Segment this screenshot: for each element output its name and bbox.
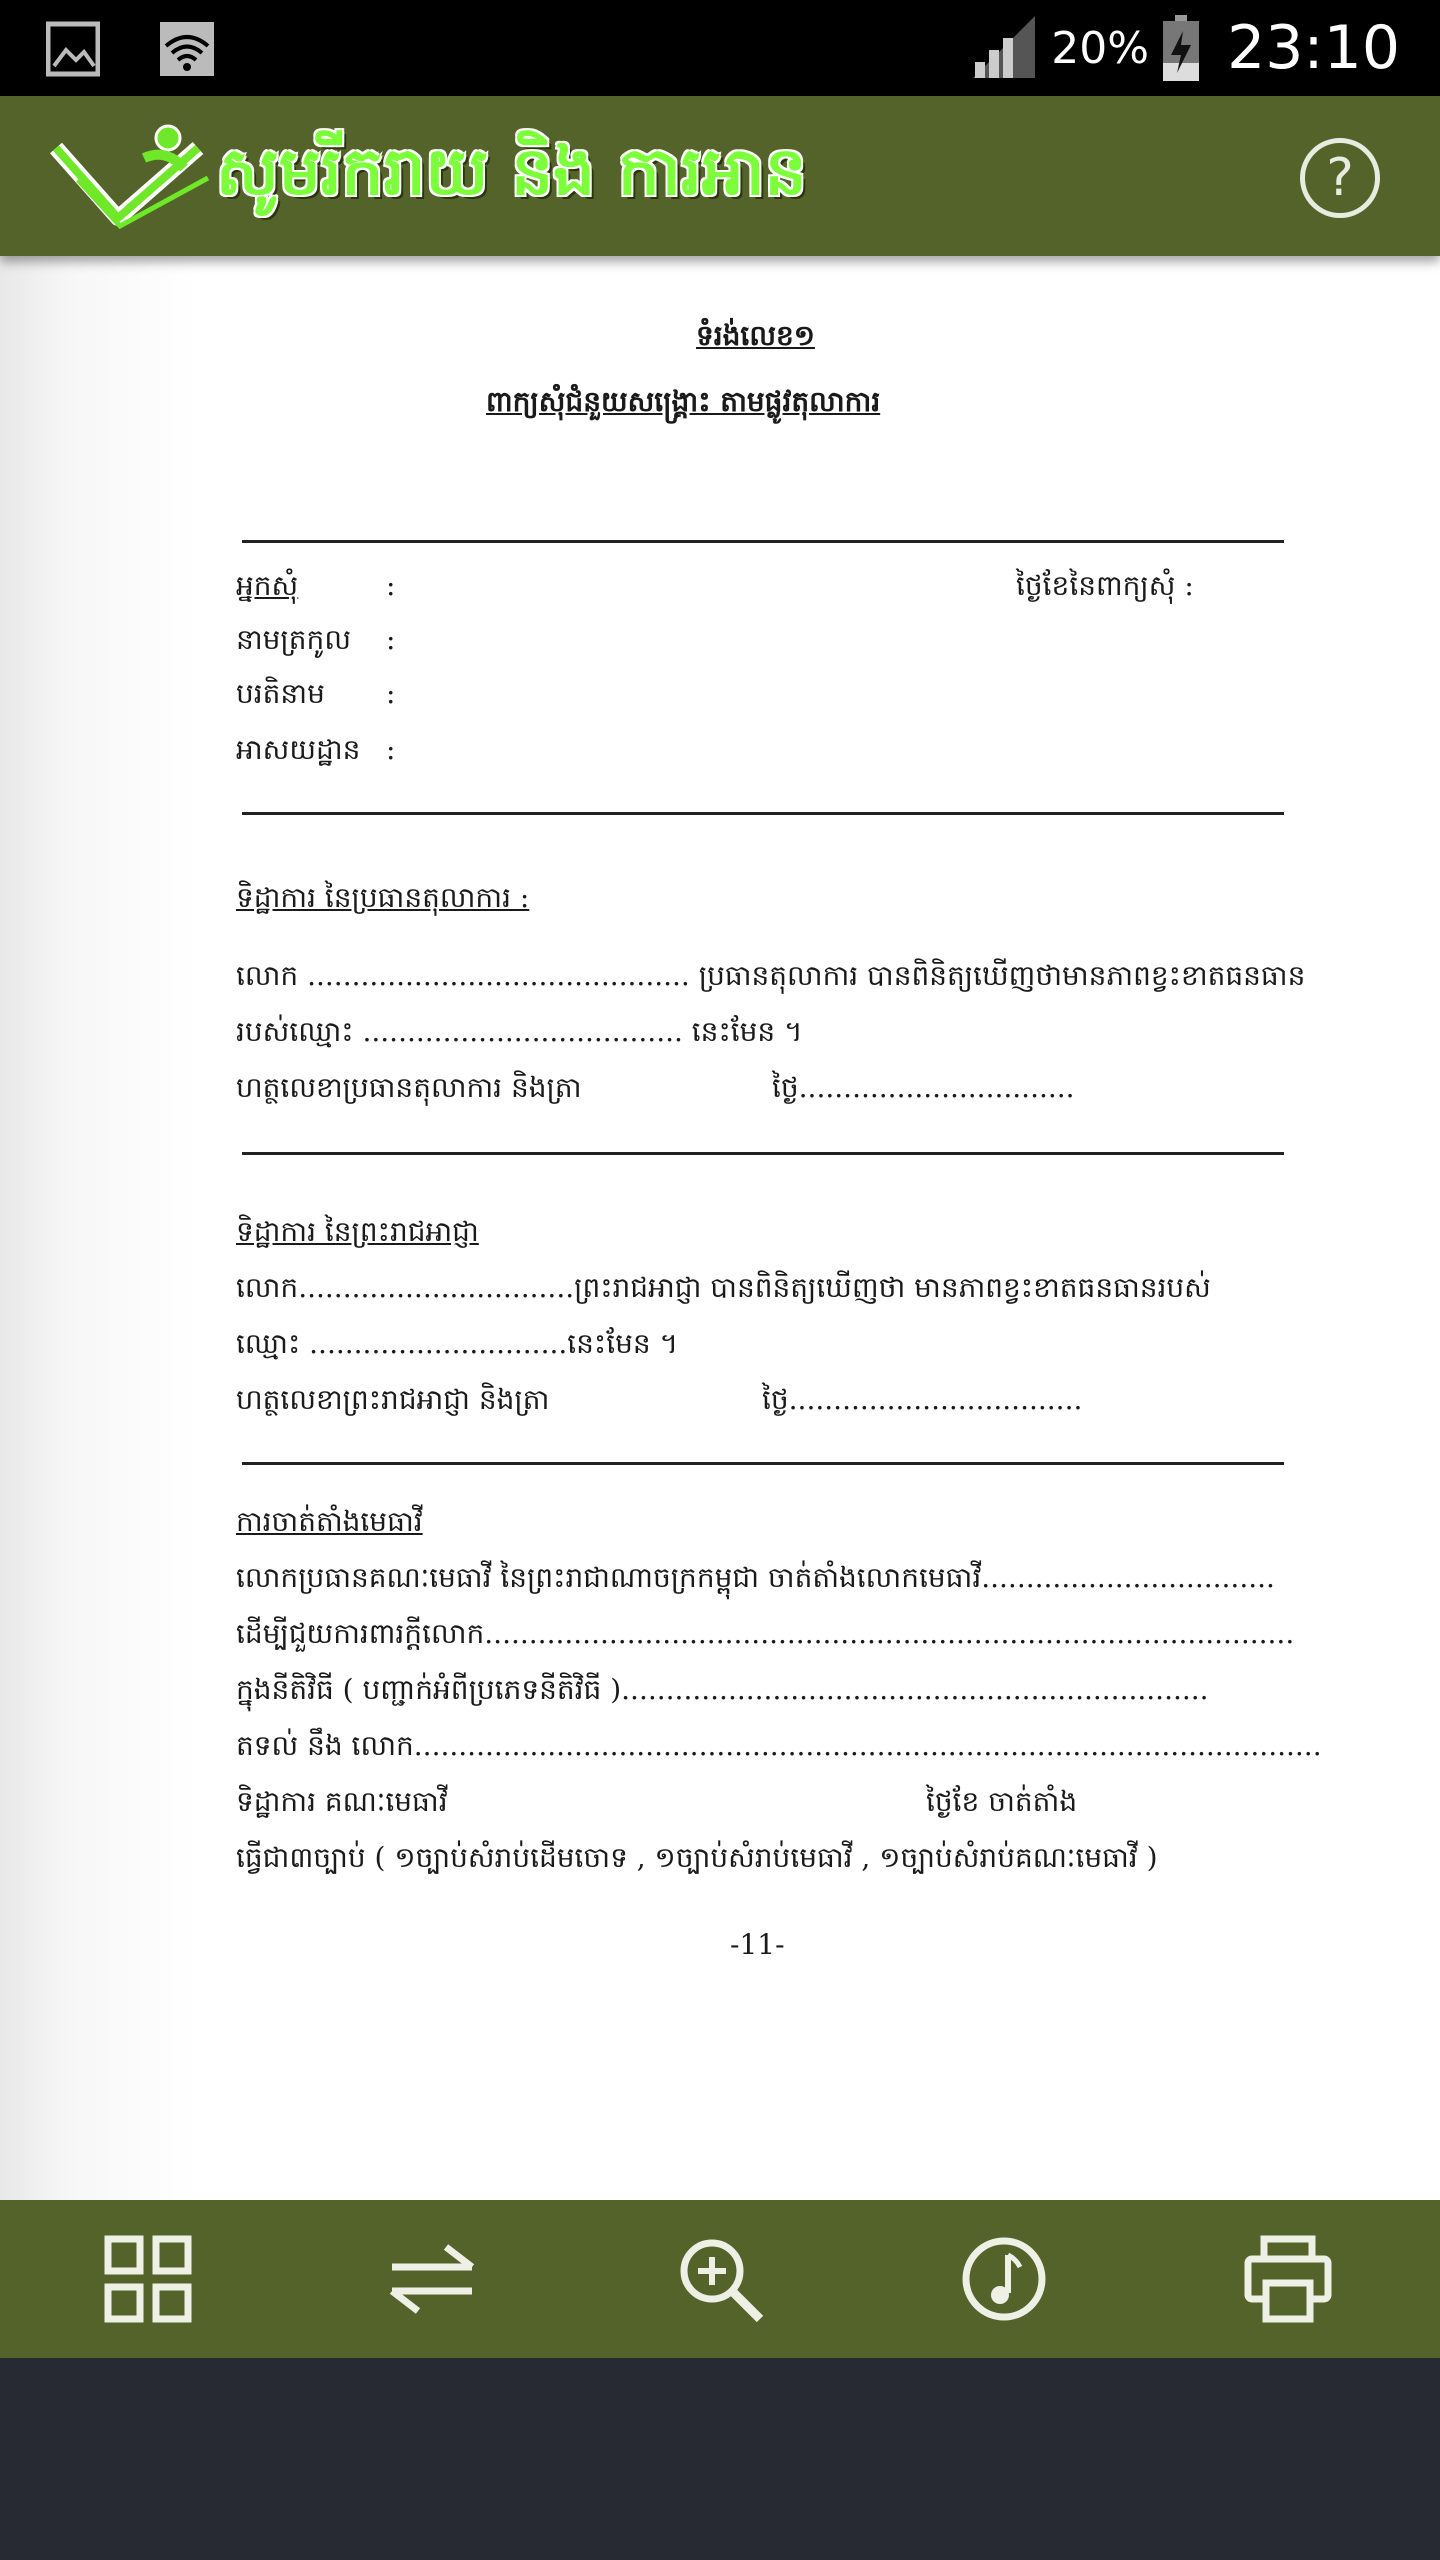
form-title: ពាក្យសុំជំនួយសង្គ្រោះ តាមផ្លូវតុលាការ — [486, 385, 881, 418]
app-bar — [0, 96, 1440, 256]
address-label: អាសយដ្ឋាន — [236, 733, 361, 766]
print-button[interactable] — [1188, 2200, 1388, 2358]
help-button[interactable]: ? — [1300, 138, 1380, 218]
colon: : — [386, 623, 396, 656]
page-number: -11- — [730, 1928, 785, 1961]
lawyer-line-1: លោកប្រធានគណៈមេធាវី នៃព្រះរាជាណាចក្រកម្ពុជា ចាត់តាំងលោកមេធាវី................................. — [236, 1561, 1275, 1594]
bar-association-visa: ទិដ្ឋាការ គណៈមេធាវី — [236, 1785, 448, 1818]
grid-button[interactable] — [48, 2200, 248, 2358]
bottom-toolbar — [0, 2200, 1440, 2358]
zoom-in-icon — [674, 2233, 766, 2325]
address-row — [236, 732, 395, 773]
swap-icon — [386, 2233, 478, 2325]
grid-icon — [102, 2233, 194, 2325]
form-number: ទំរង់លេខ១ — [696, 319, 815, 352]
colon: : — [386, 733, 396, 766]
application-date-label: ថ្ងៃខែនៃពាក្យសុំ : — [1016, 569, 1194, 602]
app-title: សូមរីករាយ និង ការអាន — [216, 133, 807, 210]
status-bar — [0, 0, 1440, 96]
clock: 23:10 — [1227, 13, 1400, 83]
prosecutor-signature: ហត្ថលេខាព្រះរាជអាជ្ញា និងត្រា — [236, 1383, 550, 1416]
audio-button[interactable] — [904, 2200, 1104, 2358]
applicant-name-row — [236, 568, 395, 609]
family-name-label: នាមត្រកូល — [236, 623, 351, 656]
copies-note: ធ្វើជា៣ច្បាប់ ( ១ច្បាប់សំរាប់ដើមចោទ , ១ច្បាប់សំរាប់មេធាវី , ១ច្បាប់សំរាប់គណៈមេធាវី ) — [236, 1841, 1158, 1874]
divider — [242, 540, 1284, 543]
swap-button[interactable] — [332, 2200, 532, 2358]
prosecutor-line-1: លោក...............................ព្រះរាជអាជ្ញា បានពិនិត្យឃើញថា មានភាពខ្វះខាតធនធានរបស់ — [236, 1271, 1211, 1304]
prosecutor-heading: ទិដ្ឋាការ នៃព្រះរាជអាជ្ញា — [236, 1215, 479, 1248]
colon: : — [386, 569, 396, 602]
document-viewer[interactable] — [0, 256, 1440, 2200]
applicant-name-label: អ្នកសុំ — [236, 569, 299, 602]
court-president-line-1: លោក ........................................... ប្រធានតុលាការ បានពិនិត្យឃើញថាមានភាពខ្វះខាតធនធាន — [236, 959, 1306, 992]
lawyer-line-2: ដើម្បីជួយការពារក្ដីលោក........................................................................................... — [236, 1617, 1295, 1650]
first-name-label: បរតិនាម — [236, 677, 325, 710]
battery-percent: 20% — [1051, 22, 1150, 74]
music-icon — [958, 2233, 1050, 2325]
wifi-icon — [160, 20, 214, 78]
lawyer-line-3: ក្នុងនីតិវិធី ( បញ្ជាក់អំពីប្រភេទនីតិវិធី ).................................................................. — [236, 1673, 1209, 1706]
court-president-line-2: របស់ឈ្មោះ .................................... នេះមែន ។ — [236, 1015, 803, 1048]
colon: : — [386, 677, 396, 710]
court-president-date: ថ្ងៃ............................... — [772, 1071, 1075, 1104]
document-page — [236, 256, 1322, 2200]
app-logo-icon — [48, 118, 218, 238]
first-name-row — [236, 676, 395, 717]
court-president-heading: ទិដ្ឋាការ នៃប្រធានតុលាការ : — [236, 881, 530, 914]
lawyer-heading: ការចាត់តាំងមេធាវី — [236, 1505, 423, 1538]
system-navigation-area — [0, 2358, 1440, 2560]
court-president-signature: ហត្ថលេខាប្រធានតុលាការ និងត្រា — [236, 1071, 582, 1104]
divider — [242, 1152, 1284, 1155]
prosecutor-date: ថ្ងៃ................................. — [762, 1383, 1083, 1416]
prosecutor-line-2: ឈ្មោះ .............................នេះមែន ។ — [236, 1327, 679, 1360]
divider — [242, 1462, 1284, 1465]
divider — [242, 812, 1284, 815]
signal-icon — [971, 16, 1037, 80]
appointment-date: ថ្ងៃខែ ចាត់តាំង — [926, 1785, 1078, 1818]
battery-icon — [1163, 15, 1199, 81]
gallery-notification-icon — [46, 20, 100, 78]
lawyer-line-4: តទល់ នឹង លោក...................................................................................................... — [236, 1729, 1322, 1762]
family-name-row — [236, 622, 395, 663]
print-icon — [1242, 2233, 1334, 2325]
zoom-button[interactable] — [620, 2200, 820, 2358]
